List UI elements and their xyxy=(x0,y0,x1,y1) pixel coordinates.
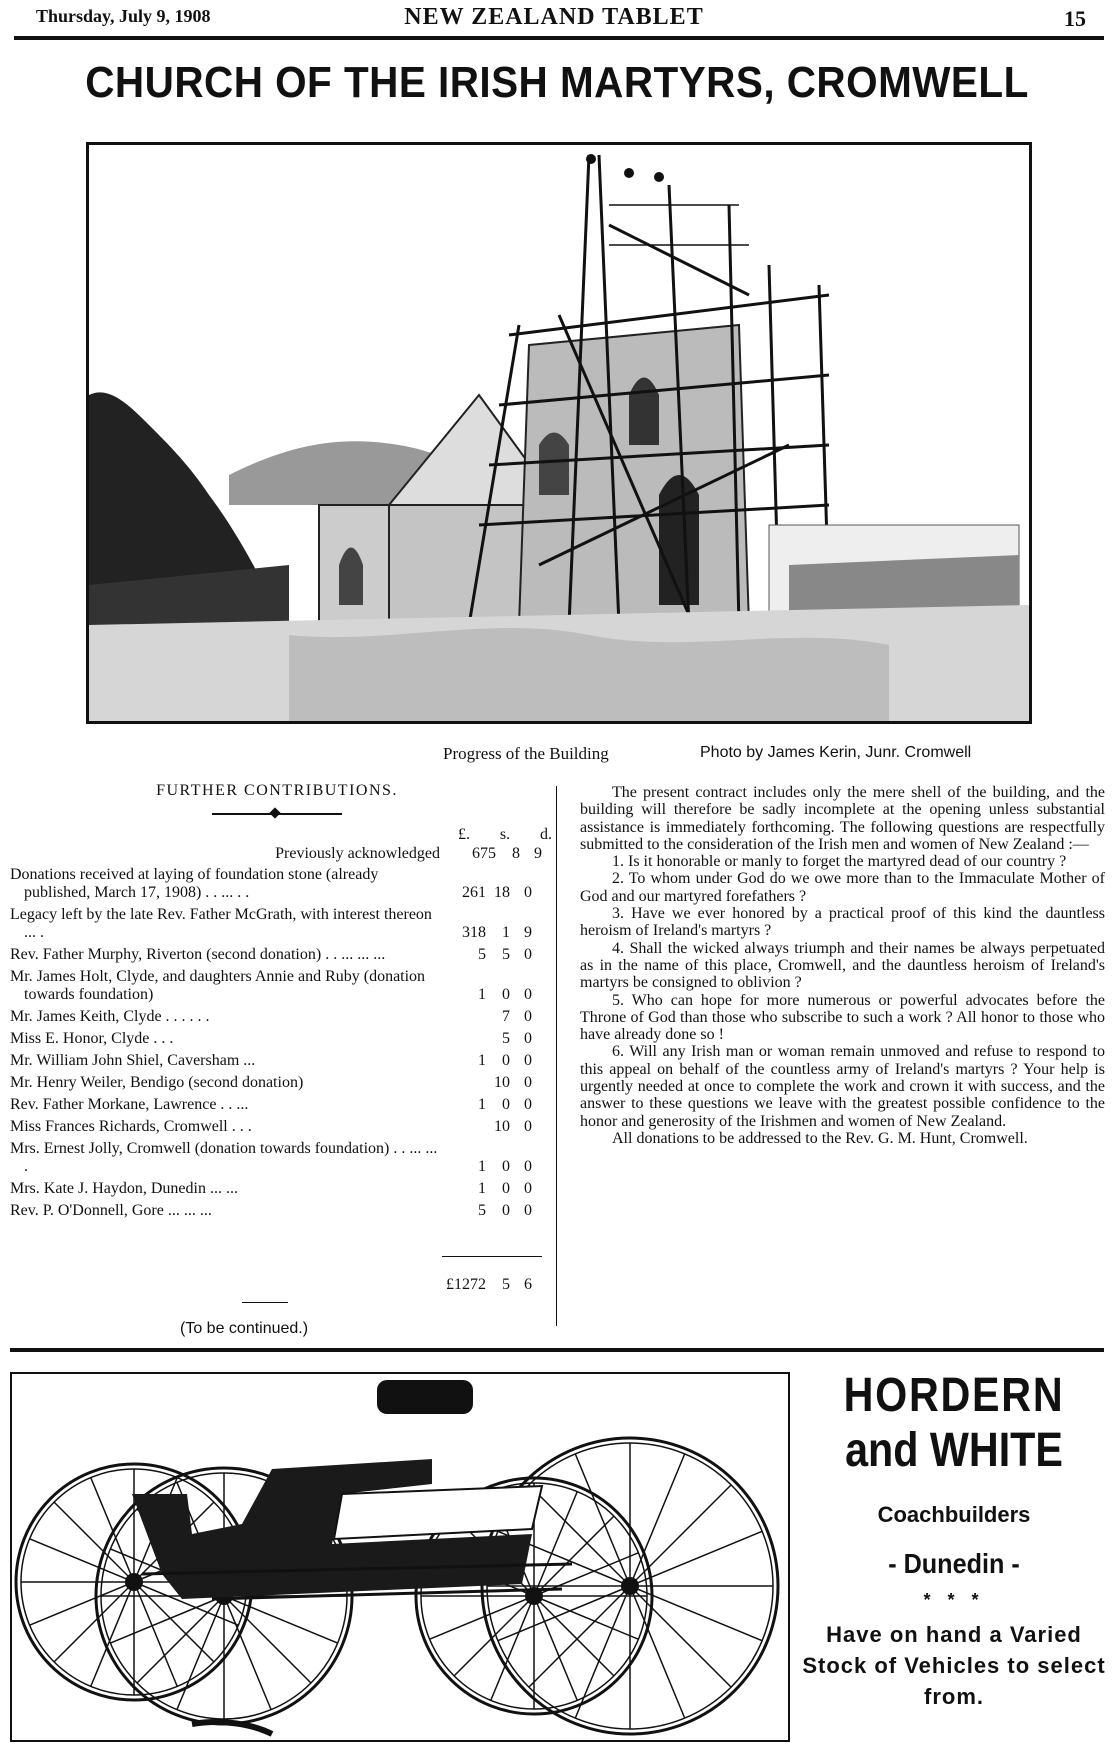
entry-amount xyxy=(442,1030,542,1048)
entry-donor: Rev. P. O'Donnell, Gore ... ... ... xyxy=(10,1202,212,1219)
entry-pounds: 1 xyxy=(478,1052,486,1069)
entry-shillings: 5 xyxy=(502,1030,510,1047)
entry-pence: 0 xyxy=(524,1158,532,1175)
photo-caption: Progress of the Building xyxy=(443,744,609,763)
entry-pence: 0 xyxy=(524,1118,532,1135)
contributions-heading: FURTHER CONTRIBUTIONS. xyxy=(156,782,398,799)
amount-pounds: 675 xyxy=(472,845,496,862)
entry-shillings: 18 xyxy=(494,884,510,901)
entry-pounds: 5 xyxy=(478,946,486,963)
entry-amount xyxy=(442,1096,542,1114)
total-amount xyxy=(432,1276,552,1294)
appeal-text xyxy=(580,784,1105,1147)
total-shillings: 5 xyxy=(502,1276,510,1293)
amount-pence: 9 xyxy=(534,845,542,862)
entry-pounds: 1 xyxy=(478,1096,486,1113)
contribution-entry xyxy=(10,1030,532,1048)
contribution-entry xyxy=(10,1074,532,1092)
entry-shillings: 5 xyxy=(502,946,510,963)
entry-donor: Rev. Father Morkane, Lawrence . . ... xyxy=(10,1096,249,1113)
entry-amount xyxy=(442,1118,542,1136)
entry-amount xyxy=(442,1180,542,1198)
entry-pence: 0 xyxy=(524,1052,532,1069)
entry-amount xyxy=(442,1052,542,1070)
entry-shillings: 1 xyxy=(502,924,510,941)
contribution-entry xyxy=(10,1008,532,1026)
entry-donor: Mr. James Keith, Clyde . . . . . . xyxy=(10,1008,210,1025)
amount-shillings: 8 xyxy=(512,845,520,862)
appeal-paragraph: 2. To whom under God do we owe more than to the Immaculate Mother of God and our martyred forefathers ? xyxy=(580,870,1105,905)
entry-amount xyxy=(442,924,542,942)
carriage-illustration xyxy=(10,1372,790,1742)
church-photo xyxy=(86,142,1032,724)
entry-shillings: 0 xyxy=(502,1052,510,1069)
entry-shillings: 0 xyxy=(502,1202,510,1219)
entry-pence: 0 xyxy=(524,1202,532,1219)
column-rule xyxy=(556,786,557,1326)
entry-donor: Mr. Henry Weiler, Bendigo (second donation) xyxy=(10,1074,304,1091)
entry-pounds: 1 xyxy=(478,986,486,1003)
entry-amount xyxy=(442,946,542,964)
entry-pounds xyxy=(442,1008,486,1026)
end-rule xyxy=(242,1302,288,1303)
contribution-entry xyxy=(10,906,532,942)
total-pounds: £1272 xyxy=(446,1276,486,1293)
entry-pounds xyxy=(442,1118,486,1136)
entry-pence: 0 xyxy=(524,986,532,1003)
contribution-entry xyxy=(10,1202,532,1220)
entry-pounds xyxy=(442,1030,486,1048)
entry-donor: Mrs. Kate J. Haydon, Dunedin ... ... xyxy=(10,1180,238,1197)
advert-text xyxy=(796,1370,1112,1712)
header-rule xyxy=(14,36,1104,40)
entry-pence: 0 xyxy=(524,1096,532,1113)
entry-pounds: 318 xyxy=(462,924,486,941)
entry-shillings: 0 xyxy=(502,1180,510,1197)
entry-donor: Mr. William John Shiel, Caversham ... xyxy=(10,1052,256,1069)
continued-note: (To be continued.) xyxy=(180,1320,309,1337)
contribution-entry xyxy=(10,1052,532,1070)
page-number: 15 xyxy=(1064,6,1086,31)
entry-amount xyxy=(442,1008,542,1026)
entry-amount xyxy=(442,1158,542,1176)
previous-amount xyxy=(452,845,552,863)
entry-shillings: 0 xyxy=(502,986,510,1003)
entry-pence: 0 xyxy=(524,1030,532,1047)
entry-shillings: 0 xyxy=(502,1158,510,1175)
appeal-paragraph: The present contract includes only the mere shell of the building, and the building will therefore be sadly incomplete at the opening unless substantial assistance is immediately forthcoming. The following questions are respectfully submitted to the consideration of the Irish men and women of New Zealand :— xyxy=(580,784,1105,853)
page-header xyxy=(14,4,1094,32)
entry-pence: 0 xyxy=(524,946,532,963)
advert-tagline: Have on hand a Varied Stock of Vehicles to select from. xyxy=(802,1622,1106,1709)
advert-city: - Dunedin - xyxy=(888,1548,1020,1579)
entry-pounds xyxy=(442,1074,486,1092)
pounds-heading: £. xyxy=(458,826,470,843)
publication-name: NEW ZEALAND TABLET xyxy=(404,4,704,30)
entry-amount xyxy=(442,884,542,902)
advert-firm-line2: and WHITE xyxy=(845,1424,1063,1477)
headline: CHURCH OF THE IRISH MARTYRS, CROMWELL xyxy=(85,58,1029,107)
currency-headings xyxy=(458,826,552,844)
appeal-paragraph: 3. Have we ever honored by a practical proof of this kind the dauntless heroism of Ireland's martyrs ? xyxy=(580,905,1105,940)
total-rule xyxy=(442,1256,542,1257)
appeal-paragraph: 6. Will any Irish man or woman remain unmoved and refuse to respond to this appeal on behalf of the countless army of Ireland's martyrs ? Your help is urgently needed at once to complete the work and crown it with success, and the answer to these questions we leave with the greatest possible confidence to the honor and generosity of the Irishmen and women of New Zealand. xyxy=(580,1043,1105,1130)
entry-pence: 0 xyxy=(524,1074,532,1091)
entry-shillings: 10 xyxy=(494,1118,510,1135)
entry-amount xyxy=(442,1202,542,1220)
contribution-entry xyxy=(10,968,532,1004)
previous-label: Previously acknowledged xyxy=(275,845,440,862)
entry-pence: 0 xyxy=(524,884,532,901)
appeal-paragraph: 1. Is it honorable or manly to forget the martyred dead of our country ? xyxy=(612,853,1067,871)
entry-pence: 0 xyxy=(524,1008,532,1025)
appeal-paragraph: All donations to be addressed to the Rev. G. M. Hunt, Cromwell. xyxy=(612,1129,1028,1147)
advert-ornament: * * * xyxy=(923,1590,985,1610)
contribution-entry xyxy=(10,946,532,964)
entry-shillings: 7 xyxy=(502,1008,510,1025)
entry-pounds: 5 xyxy=(478,1202,486,1219)
contribution-entry xyxy=(10,1180,532,1198)
entry-donor: Miss E. Honor, Clyde . . . xyxy=(10,1030,174,1047)
contribution-entry xyxy=(10,1140,532,1176)
entry-amount xyxy=(442,986,542,1004)
contributions-list xyxy=(10,782,552,1337)
entry-pence: 9 xyxy=(524,924,532,941)
advert-rule xyxy=(10,1348,1104,1352)
wheel-illustration xyxy=(482,1438,778,1734)
total-pence: 6 xyxy=(524,1276,532,1293)
entry-pounds: 1 xyxy=(478,1180,486,1197)
issue-date: Thursday, July 9, 1908 xyxy=(36,6,211,26)
contribution-entry xyxy=(10,866,532,902)
appeal-paragraph: 4. Shall the wicked always triumph and their names be always perpetuated as in the name of this place, Cromwell, and the dauntless heroism of Ireland's martyrs be consigned to oblivion ? xyxy=(580,939,1105,992)
appeal-paragraph: 5. Who can hope for more numerous or powerful advocates before the Throne of God than those who subscribe to such a work ? All honor to those who have already done so ! xyxy=(580,991,1105,1044)
entry-donor: Rev. Father Murphy, Riverton (second donation) . . ... ... ... xyxy=(10,946,386,963)
contribution-entry xyxy=(10,1118,532,1136)
entry-donor: Mr. James Holt, Clyde, and daughters Annie and Ruby (donation towards foundation) xyxy=(10,968,426,1003)
entry-donor: Donations received at laying of foundation stone (already published, March 17, 1908) . . ... . . xyxy=(10,866,379,901)
entry-donor: Mrs. Ernest Jolly, Cromwell (donation towards foundation) . . ... ... . xyxy=(10,1140,438,1175)
entry-shillings: 10 xyxy=(494,1074,510,1091)
pence-heading: d. xyxy=(539,826,552,843)
contribution-entry xyxy=(10,1096,532,1114)
shillings-heading: s. xyxy=(499,826,511,843)
entry-donor: Legacy left by the late Rev. Father McGrath, with interest thereon ... . xyxy=(10,906,432,941)
photo-credit: Photo by James Kerin, Junr. Cromwell xyxy=(700,744,972,761)
entry-donor: Miss Frances Richards, Cromwell . . . xyxy=(10,1118,252,1135)
contribution-entries xyxy=(10,866,532,1224)
advert-firm-line1: HORDERN xyxy=(843,1369,1065,1422)
entry-pounds: 1 xyxy=(478,1158,486,1175)
entry-pence: 0 xyxy=(524,1180,532,1197)
advert-trade: Coachbuilders xyxy=(877,1502,1031,1527)
entry-amount xyxy=(442,1074,542,1092)
diamond-divider xyxy=(212,808,342,820)
entry-pounds: 261 xyxy=(462,884,486,901)
entry-shillings: 0 xyxy=(502,1096,510,1113)
